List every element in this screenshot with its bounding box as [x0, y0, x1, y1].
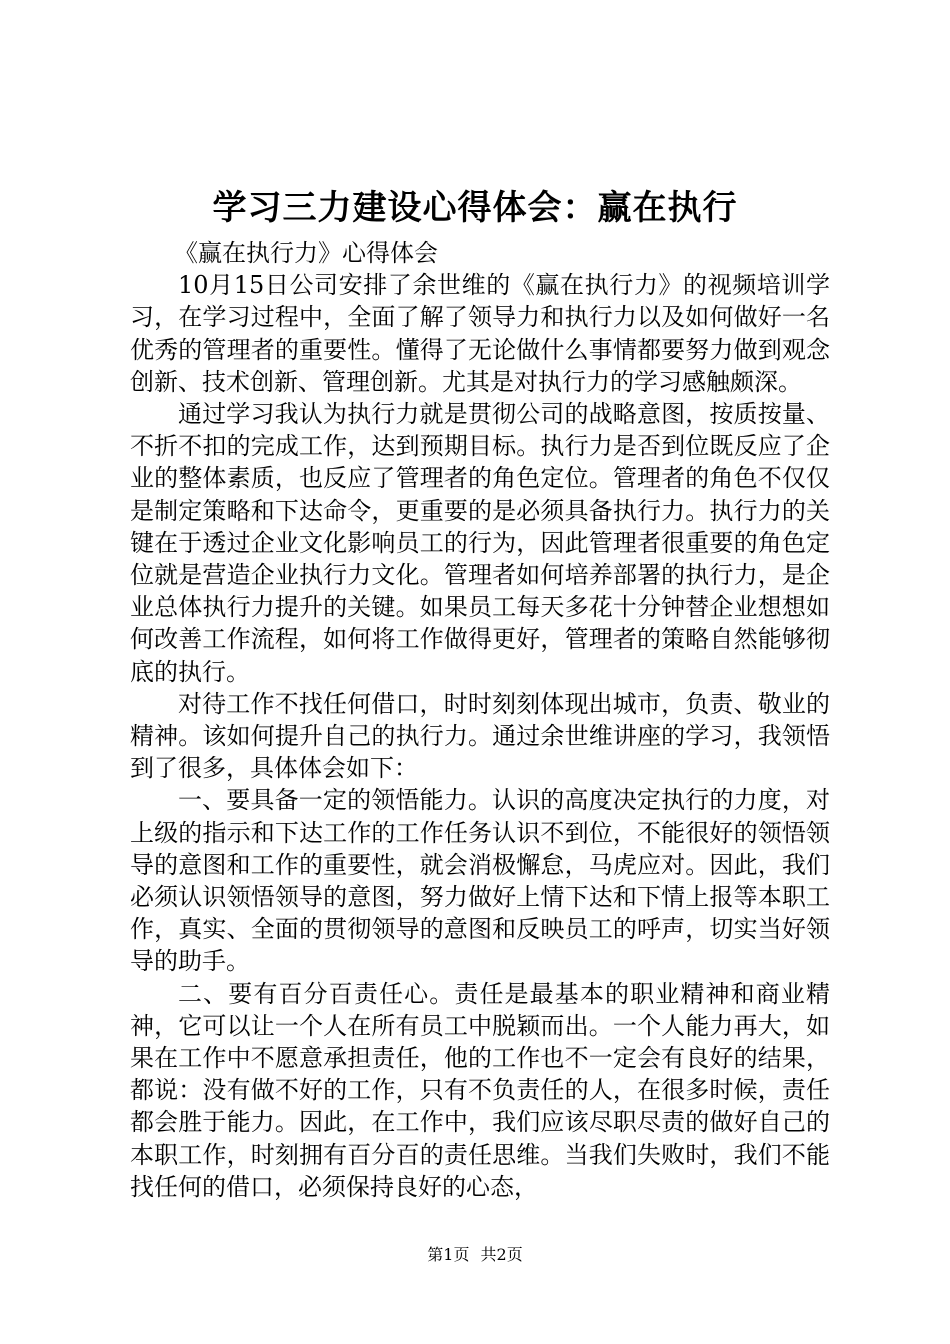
page-number-current: 第1页 — [427, 1245, 470, 1264]
paragraph: 10月15日公司安排了余世维的《赢在执行力》的视频培训学习，在学习过程中，全面了解了领导力和执行力以及如何做好一名优秀的管理者的重要性。懂得了无论做什么事情都要努力做到观念创新、技术创新、管理创新。尤其是对执行力的学习感触颇深。 — [130, 271, 830, 396]
document-subtitle: 《赢在执行力》心得体会 — [174, 239, 438, 267]
page-number-total: 共2页 — [480, 1245, 523, 1264]
paragraph: 一、要具备一定的领悟能力。认识的高度决定执行的力度，对上级的指示和下达工作的工作任务认识不到位，不能很好的领悟领导的意图和工作的重要性，就会消极懈怠，马虎应对。因此，我们必须认识领悟领导的意图，努力做好上情下达和下情上报等本职工作，真实、全面的贯彻领导的意图和反映员工的呼声，切实当好领导的助手。 — [130, 786, 830, 976]
document-body — [130, 237, 830, 1203]
page-footer — [0, 1244, 950, 1266]
paragraph: 对待工作不找任何借口，时时刻刻体现出城市，负责、敬业的精神。该如何提升自己的执行力。通过余世维讲座的学习，我领悟到了很多，具体体会如下： — [130, 689, 830, 783]
paragraph: 通过学习我认为执行力就是贯彻公司的战略意图，按质按量、不折不扣的完成工作，达到预期目标。执行力是否到位既反应了企业的整体素质，也反应了管理者的角色定位。管理者的角色不仅仅是制定策略和下达命令，更重要的是必须具备执行力。执行力的关键在于透过企业文化影响员工的行为，因此管理者很重要的角色定位就是营造企业执行力文化。管理者如何培养部署的执行力，是企业总体执行力提升的关键。如果员工每天多花十分钟替企业想想如何改善工作流程，如何将工作做得更好，管理者的策略自然能够彻底的执行。 — [130, 400, 830, 686]
document-title: 学习三力建设心得体会：赢在执行 — [212, 188, 738, 228]
paragraph: 二、要有百分百责任心。责任是最基本的职业精神和商业精神，它可以让一个人在所有员工中脱颖而出。一个人能力再大，如果在工作中不愿意承担责任，他的工作也不一定会有良好的结果，都说：没有做不好的工作，只有不负责任的人，在很多时候，责任都会胜于能力。因此，在工作中，我们应该尽职尽责的做好自己的本职工作，时刻拥有百分百的责任思维。当我们失败时，我们不能找任何的借口，必须保持良好的心态， — [130, 979, 830, 1201]
